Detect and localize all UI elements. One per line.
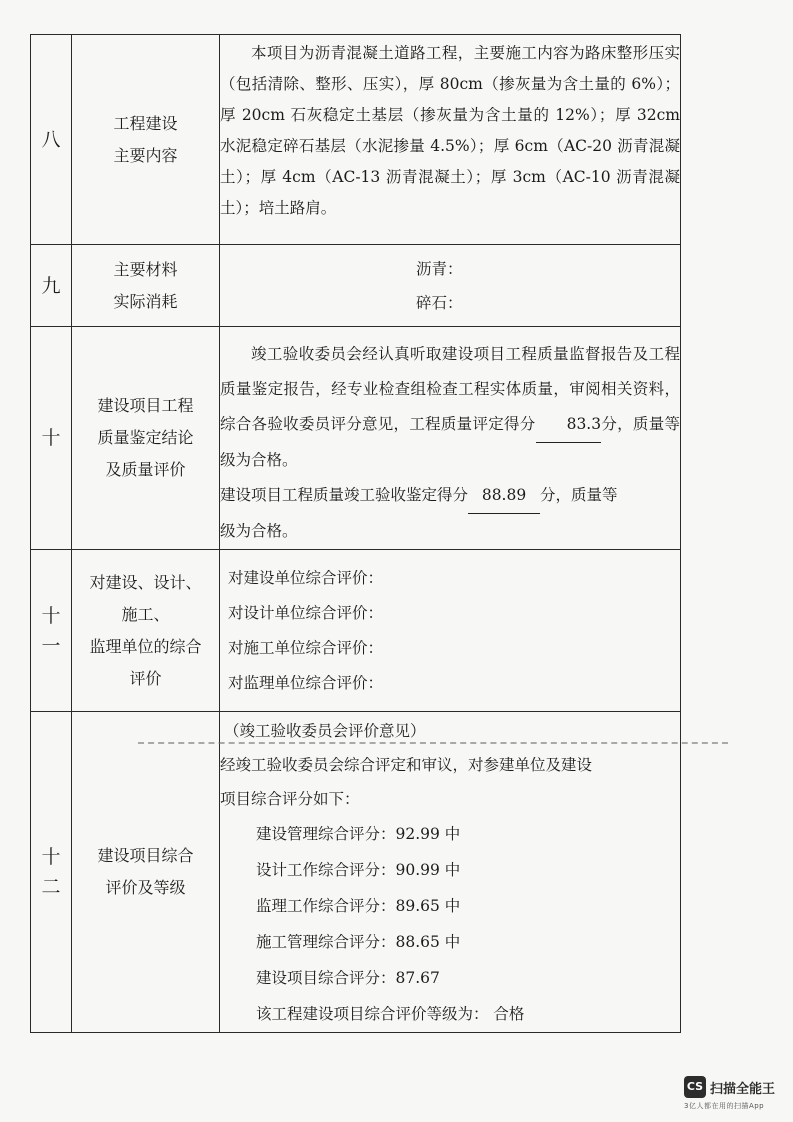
quality-score: 83.3 [536, 407, 602, 443]
unit-evaluations [220, 550, 681, 712]
table-row [31, 35, 681, 245]
table-row [31, 712, 681, 1033]
design-evaluation: 对设计单位综合评价： [228, 603, 384, 622]
score-list [220, 816, 680, 1032]
acceptance-score: 88.89 [468, 478, 540, 514]
table-row [31, 550, 681, 712]
evaluation-intro: 经竣工验收委员会综合评定和审议，对参建单位及建设 [220, 756, 593, 774]
construction-content: 本项目为沥青混凝土道路工程，主要施工内容为路床整形压实（包括清除、整形、压实），厚 80cm（掺灰量为含土量的 6%）；厚 20cm 石灰稳定土基层（掺灰量为含土量的 12%）；厚 32cm 水泥稳定碎石基层（水泥掺量 4.5%）；厚 6cm（AC-20 沥青混凝土）；厚 4cm（AC-13 沥青混凝土）；厚 3cm（AC-10 沥青混凝土）；培土路肩。 [220, 35, 681, 245]
row-number: 十 [31, 327, 72, 550]
row-number: 八 [31, 35, 72, 245]
score-item: 设计工作综合评分：90.99 中 [256, 861, 461, 879]
asphalt-label: 沥青： [416, 259, 463, 278]
evaluation-table [30, 34, 681, 1033]
materials-consumption [220, 245, 681, 327]
row-label: 工程建设 主要内容 [72, 35, 220, 245]
row-label: 对建设、设计、 施工、 监理单位的综合 评价 [72, 550, 220, 712]
table-row [31, 327, 681, 550]
score-item: 施工管理综合评分：88.65 中 [256, 933, 461, 951]
camscanner-logo-icon: CS [684, 1076, 706, 1098]
scanner-watermark [684, 1076, 784, 1116]
quality-conclusion [220, 327, 681, 550]
row-label: 建设项目综合 评价及等级 [72, 712, 220, 1033]
gravel-label: 碎石： [416, 293, 463, 312]
row-label: 主要材料 实际消耗 [72, 245, 220, 327]
row-number: 十 二 [31, 712, 72, 1033]
row-number: 九 [31, 245, 72, 327]
final-grade: 该工程建设项目综合评价等级为： 合格 [256, 1005, 525, 1023]
scan-dash-line [138, 742, 728, 744]
watermark-name: 扫描全能王 [710, 1082, 776, 1097]
table-row [31, 245, 681, 327]
score-item: 监理工作综合评分：89.65 中 [256, 897, 461, 915]
owner-evaluation: 对建设单位综合评价： [228, 568, 384, 587]
supervision-evaluation: 对监理单位综合评价： [228, 673, 384, 692]
construction-evaluation: 对施工单位综合评价： [228, 638, 384, 657]
quality-paragraph-2: 建设项目工程质量竣工验收鉴定得分 88.89 分，质量等 级为合格。 [220, 478, 680, 549]
row-label: 建设项目工程 质量鉴定结论 及质量评价 [72, 327, 220, 550]
score-item: 建设管理综合评分：92.99 中 [256, 825, 461, 843]
committee-heading: （竣工验收委员会评价意见） [224, 722, 426, 740]
comprehensive-evaluation: （竣工验收委员会评价意见） 经竣工验收委员会综合评定和审议，对参建单位及建设 项目综合评分如下： 建设管理综合评分：92.99 中 设计工作综合评分：90.99 中 监理工作综合评分：89.65 中 施工管理综合评分：88.65 中 建设项目综合评分：87.67 该工程建设项目综合评价等级为： 合格 [220, 712, 681, 1033]
row-number: 十 一 [31, 550, 72, 712]
score-item: 建设项目综合评分：87.67 [256, 969, 440, 987]
quality-paragraph-1: 竣工验收委员会经认真听取建设项目工程质量监督报告及工程质量鉴定报告，经专业检查组检查工程实体质量，审阅相关资料，综合各验收委员评分意见，工程质量评定得分 83.3分，质量等级为合格。 [220, 345, 680, 469]
watermark-tagline: 3亿人都在用的扫描App [684, 1102, 765, 1110]
